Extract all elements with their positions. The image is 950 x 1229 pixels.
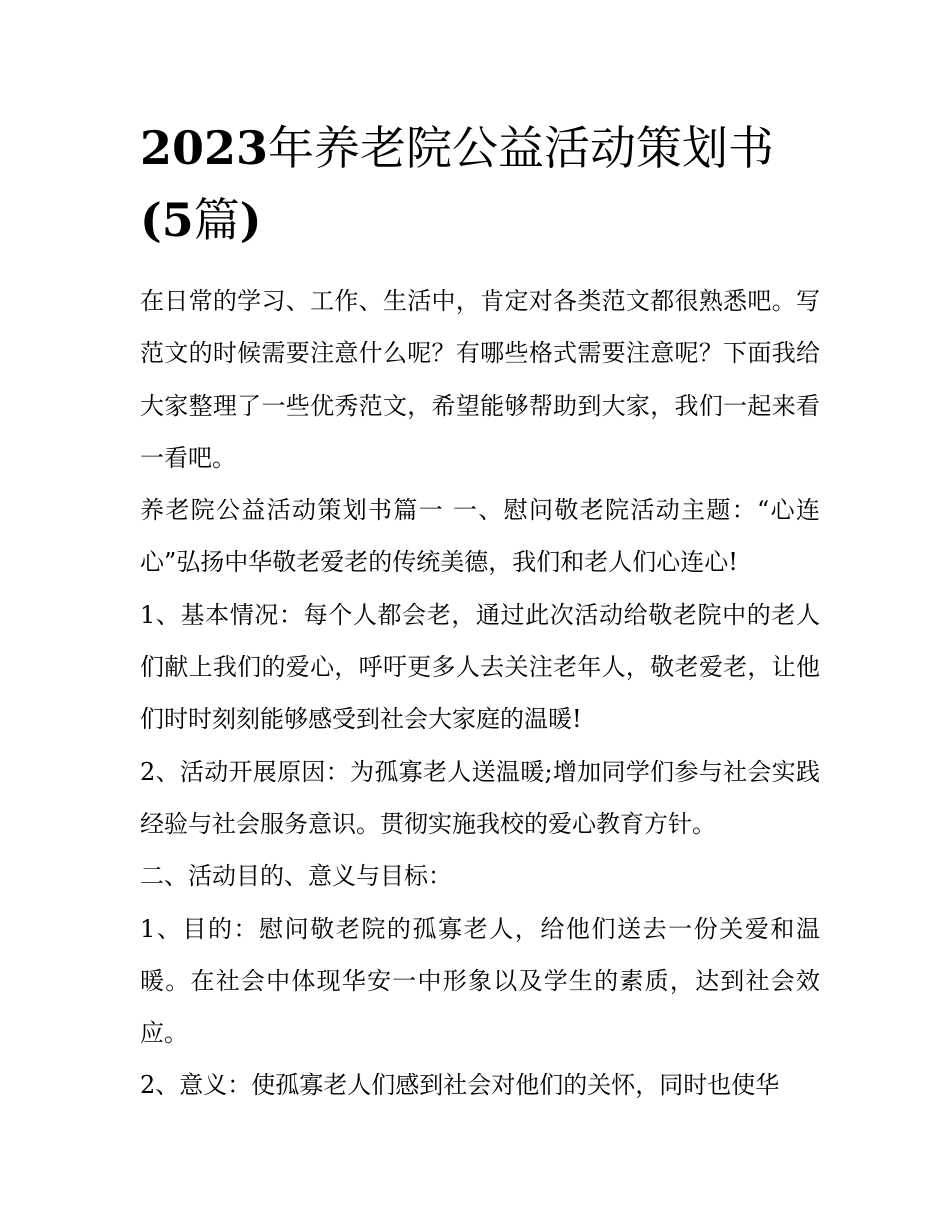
paragraph-reason: 2、活动开展原因：为孤寡老人送温暖;增加同学们参与社会实践经验与社会服务意识。贯彻实施我校的爱心教育方针。	[140, 757, 820, 838]
title-year: 2023	[140, 121, 269, 175]
title-count-number: 5	[161, 193, 194, 247]
title-count-open-paren: (	[140, 193, 162, 247]
title-count-word: 篇	[193, 193, 240, 247]
paragraph-section-heading: 二、活动目的、意义与目标：	[140, 862, 452, 891]
document-body	[140, 275, 820, 1112]
paragraph-significance: 2、意义：使孤寡老人们感到社会对他们的关怀，同时也使华	[140, 1071, 780, 1100]
title-count-close-paren: )	[239, 193, 262, 247]
title-main-text: 年养老院公益活动策划书	[268, 121, 775, 175]
document-title	[140, 112, 820, 256]
paragraph-theme: 养老院公益活动策划书篇一 一、慰问敬老院活动主题：“心连心”弘扬中华敬老爱老的传统美德，我们和老人们心连心!	[140, 496, 820, 577]
paragraph-basic-situation: 1、基本情况：每个人都会老，通过此次活动给敬老院中的老人们献上我们的爱心，呼吁更多人去关注老年人，敬老爱老，让他们时时刻刻能够感受到社会大家庭的温暖!	[140, 600, 820, 734]
paragraph-purpose: 1、目的：慰问敬老院的孤寡老人，给他们送去一份关爱和温暖。在社会中体现华安一中形象以及学生的素质，达到社会效应。	[140, 914, 820, 1048]
paragraph-intro: 在日常的学习、工作、生活中，肯定对各类范文都很熟悉吧。写范文的时候需要注意什么呢？有哪些格式需要注意呢？下面我给大家整理了一些优秀范文，希望能够帮助到大家，我们一起来看一看吧。	[140, 287, 820, 472]
